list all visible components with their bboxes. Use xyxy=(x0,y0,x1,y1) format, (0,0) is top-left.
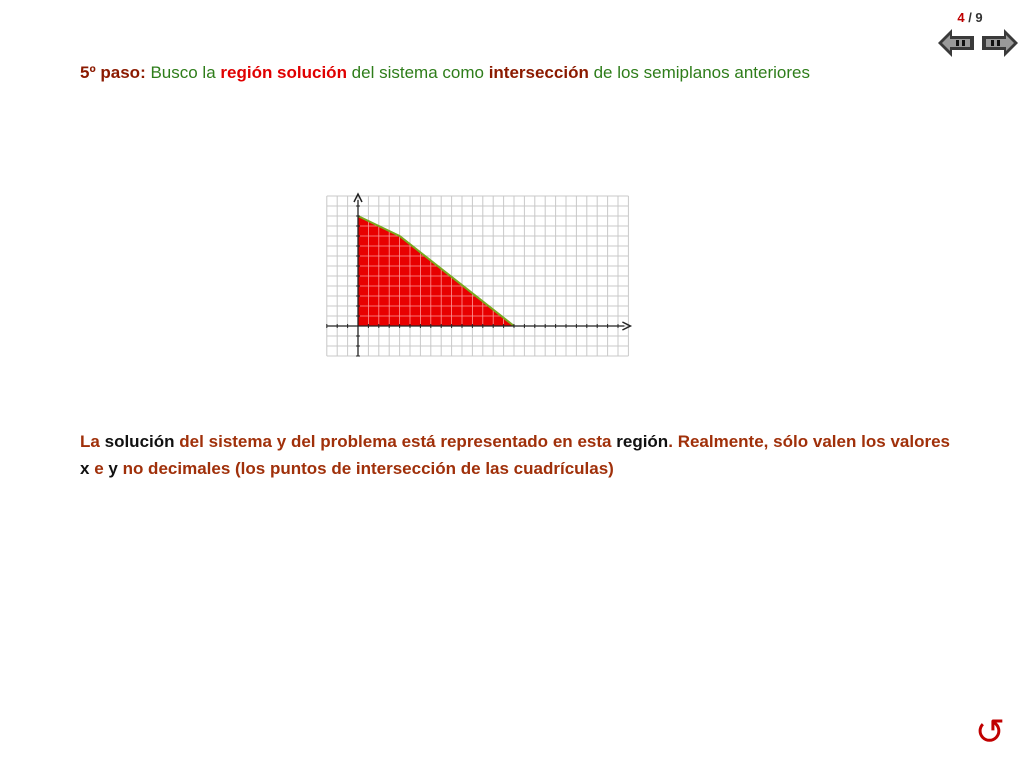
conclusion-solution: solución xyxy=(104,432,175,451)
page-total: 9 xyxy=(975,10,983,25)
heading-highlight-region: región solución xyxy=(220,63,347,82)
conclusion-text xyxy=(80,428,950,482)
conclusion-part-3: . Realmente, sólo valen los valores xyxy=(668,432,951,451)
step-label: 5º paso: xyxy=(80,63,146,82)
next-button[interactable] xyxy=(980,26,1020,60)
conclusion-part-4: e xyxy=(89,459,109,478)
page-separator: / xyxy=(964,10,976,25)
solution-region-graph xyxy=(318,180,634,362)
page-current: 4 xyxy=(957,10,965,25)
conclusion-part-2: del sistema y del problema está representado en esta xyxy=(174,432,617,451)
solution-region xyxy=(358,216,514,326)
heading-text-2: del sistema como xyxy=(346,63,489,82)
heading-text-1: Busco la xyxy=(145,63,221,82)
prev-button[interactable] xyxy=(936,26,976,60)
replay-button[interactable] xyxy=(970,712,1010,752)
page-counter xyxy=(940,10,1000,25)
conclusion-region: región xyxy=(616,432,669,451)
conclusion-x: x xyxy=(80,459,90,478)
next-arrow-icon xyxy=(980,26,1020,60)
replay-arrow-icon: ↺ xyxy=(974,711,1006,752)
nav-buttons xyxy=(936,26,1020,60)
conclusion-part-5: no decimales (los puntos de intersección de las cuadrículas) xyxy=(117,459,614,478)
heading-text-3: de los semiplanos anteriores xyxy=(588,63,810,82)
prev-arrow-icon xyxy=(936,26,976,60)
graph-svg xyxy=(318,180,634,362)
conclusion-part-1: La xyxy=(80,432,105,451)
step-heading xyxy=(80,62,980,84)
conclusion-y: y xyxy=(108,459,118,478)
heading-highlight-intersection: intersección xyxy=(488,63,589,82)
